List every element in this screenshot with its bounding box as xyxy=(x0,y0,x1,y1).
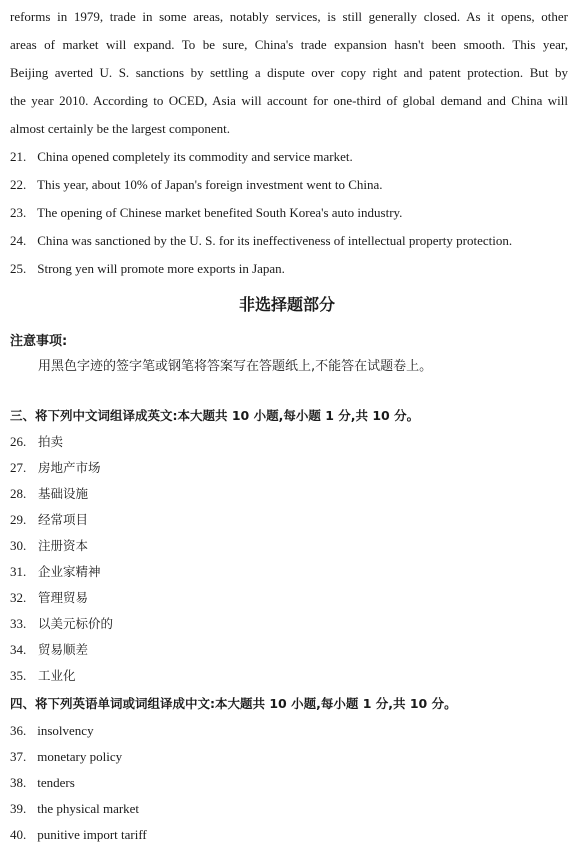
question-number: 29. xyxy=(10,512,27,527)
question-text: 工业化 xyxy=(37,668,76,683)
notice-text: 用黑色字迹的签字笔或钢笔将答案写在答题纸上,不能答在试题卷上。 xyxy=(38,359,433,374)
statement-item xyxy=(10,171,570,199)
list-item xyxy=(10,507,570,533)
question-text: 企业家精神 xyxy=(37,564,101,579)
passage-line: the year 2010. According to OCED, Asia will account for one-third of global demand and China will xyxy=(10,93,568,108)
question-text: 管理贸易 xyxy=(37,590,88,605)
list-item xyxy=(10,429,570,455)
question-number: 26. xyxy=(10,434,27,449)
part3-question-list xyxy=(10,429,570,689)
question-number: 32. xyxy=(10,590,27,605)
notice-label: 注意事项: xyxy=(10,334,68,349)
passage-line: reforms in 1979, trade in some areas, notably services, is still generally closed. As it opens, other xyxy=(10,9,568,24)
question-number: 30. xyxy=(10,538,27,553)
statement-text: China was sanctioned by the U. S. for its ineffectiveness of intellectual property protection. xyxy=(37,233,513,248)
question-text: 房地产市场 xyxy=(37,460,101,475)
list-item xyxy=(10,481,570,507)
question-number: 37. xyxy=(10,749,27,764)
reading-passage xyxy=(10,3,568,143)
question-text: 基础设施 xyxy=(37,486,88,501)
question-number: 21. xyxy=(10,149,27,164)
question-number: 40. xyxy=(10,827,27,842)
statement-item xyxy=(10,227,570,255)
statement-text: Strong yen will promote more exports in Japan. xyxy=(37,261,285,276)
passage-line: Beijing averted U. S. sanctions by settling a dispute over copy right and patent protection. But by xyxy=(10,65,568,80)
statement-text: China opened completely its commodity and service market. xyxy=(37,149,353,164)
question-text: the physical market xyxy=(37,801,140,816)
list-item xyxy=(10,744,570,770)
question-number: 36. xyxy=(10,723,27,738)
part4-question-list xyxy=(10,718,570,848)
question-number: 39. xyxy=(10,801,27,816)
question-text: tenders xyxy=(37,775,75,790)
list-item xyxy=(10,718,570,744)
statement-item xyxy=(10,143,570,171)
list-item xyxy=(10,533,570,559)
list-item xyxy=(10,663,570,689)
question-text: 经常项目 xyxy=(37,512,88,527)
true-false-statements xyxy=(10,143,570,283)
statement-text: This year, about 10% of Japan's foreign investment went to China. xyxy=(37,177,383,192)
question-number: 34. xyxy=(10,642,27,657)
question-text: 拍卖 xyxy=(37,434,63,449)
question-number: 31. xyxy=(10,564,27,579)
question-number: 38. xyxy=(10,775,27,790)
list-item xyxy=(10,796,570,822)
question-text: 以美元标价的 xyxy=(37,616,113,631)
list-item xyxy=(10,559,570,585)
part3-heading: 三、将下列中文词组译成英文:本大题共 10 小题,每小题 1 分,共 10 分。 xyxy=(10,408,420,423)
question-text: 贸易顺差 xyxy=(37,642,88,657)
question-number: 24. xyxy=(10,233,27,248)
question-number: 28. xyxy=(10,486,27,501)
list-item xyxy=(10,637,570,663)
question-number: 33. xyxy=(10,616,27,631)
statement-item xyxy=(10,199,570,227)
question-number: 22. xyxy=(10,177,27,192)
passage-line: areas of market will expand. To be sure, China's trade expansion hasn't been smooth. This year, xyxy=(10,37,568,52)
section-title: 非选择题部分 xyxy=(238,295,335,314)
list-item xyxy=(10,822,570,848)
question-number: 25. xyxy=(10,261,27,276)
question-text: insolvency xyxy=(37,723,94,738)
list-item xyxy=(10,455,570,481)
question-text: 注册资本 xyxy=(37,538,88,553)
question-number: 35. xyxy=(10,668,27,683)
statement-item xyxy=(10,255,570,283)
list-item xyxy=(10,611,570,637)
passage-line: almost certainly be the largest component. xyxy=(10,121,230,136)
list-item xyxy=(10,770,570,796)
part4-heading: 四、将下列英语单词或词组译成中文:本大题共 10 小题,每小题 1 分,共 10 分。 xyxy=(10,696,457,711)
question-text: punitive import tariff xyxy=(37,827,147,842)
question-number: 27. xyxy=(10,460,27,475)
list-item xyxy=(10,585,570,611)
question-number: 23. xyxy=(10,205,27,220)
statement-text: The opening of Chinese market benefited South Korea's auto industry. xyxy=(37,205,403,220)
question-text: monetary policy xyxy=(37,749,123,764)
